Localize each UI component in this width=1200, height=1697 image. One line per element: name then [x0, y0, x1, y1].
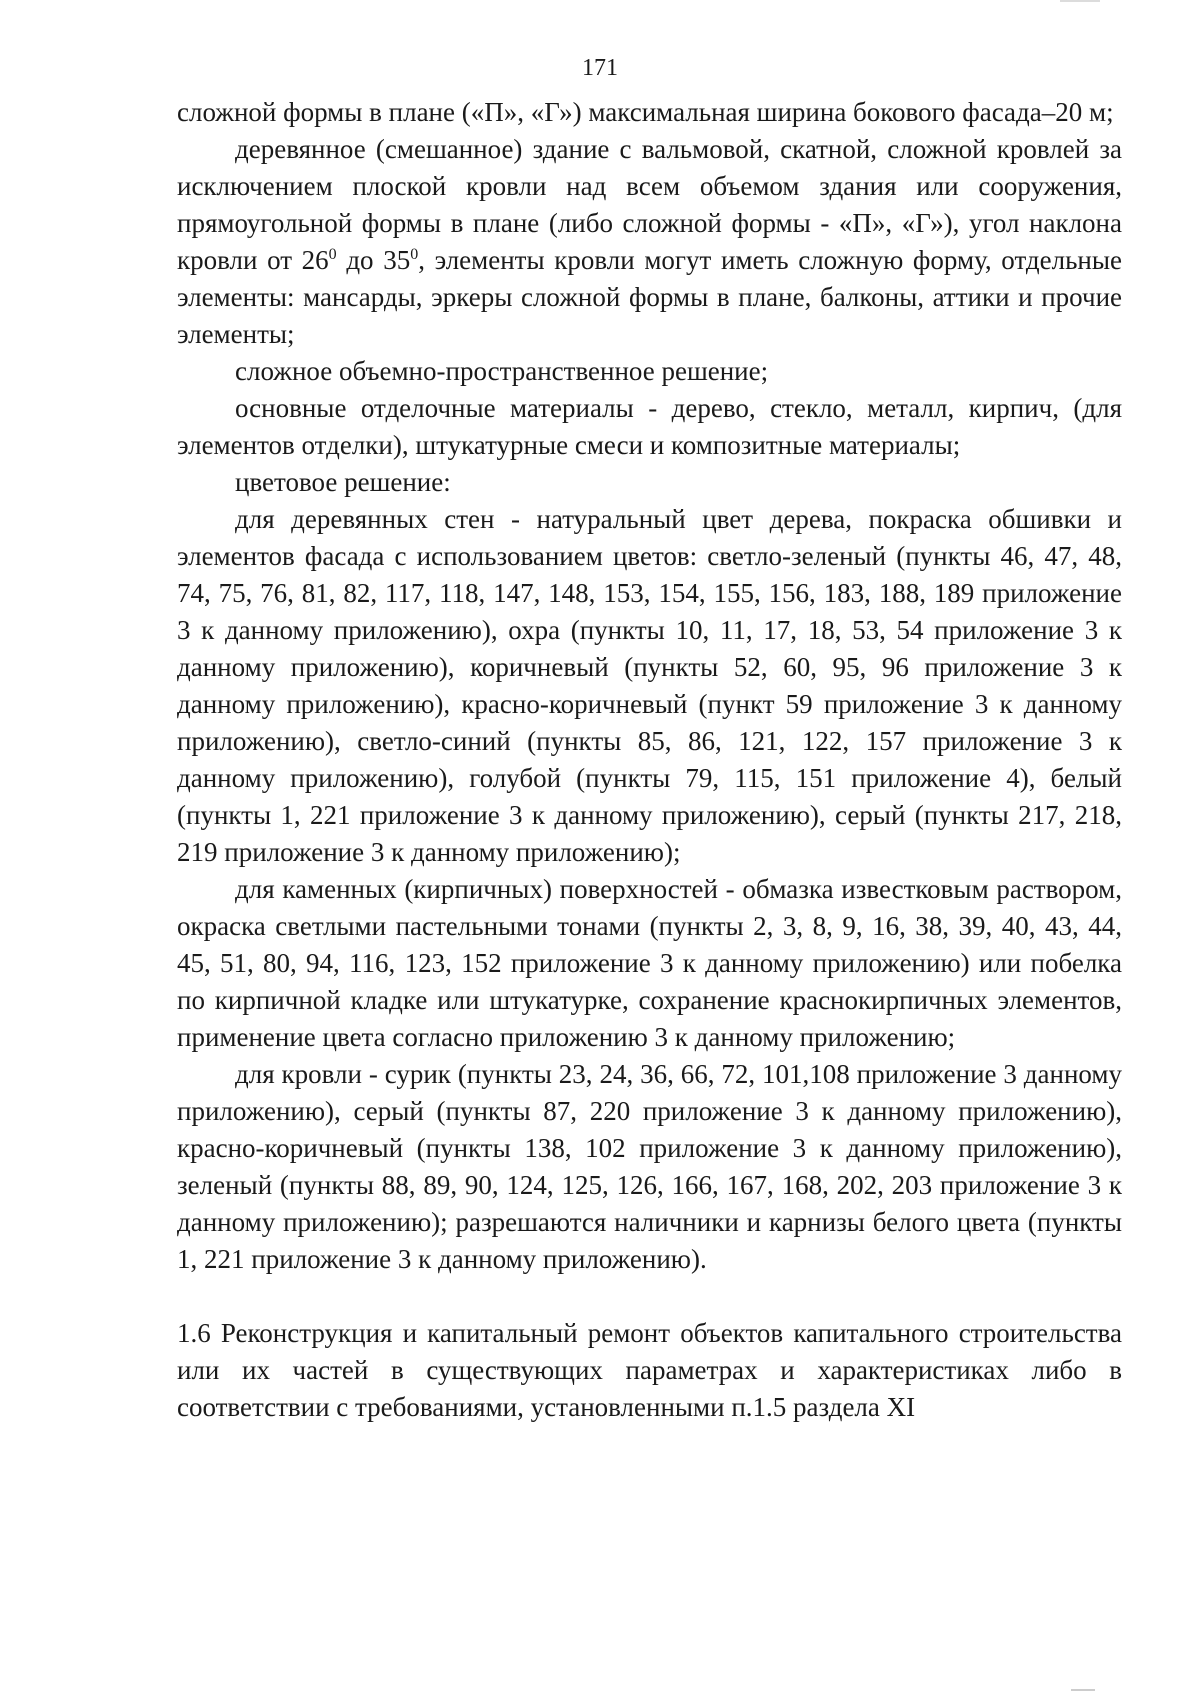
degree-mark-from: 0	[328, 246, 337, 263]
paragraph-plan-shape: сложной формы в плане («П», «Г») максимальная ширина бокового фасада–20 м;	[177, 97, 1114, 127]
paragraph-color-solution: цветовое решение:	[235, 467, 451, 497]
scan-artifact-bottom	[1071, 1689, 1095, 1691]
paragraph-finishing-materials: основные отделочные материалы - дерево, стекло, металл, кирпич, (для элементов отделки), штукатурные смеси и композитные материалы;	[177, 393, 1122, 460]
roof-angle-to: до 35	[336, 245, 411, 275]
scan-artifact-top	[1060, 0, 1100, 2]
degree-mark-to: 0	[410, 246, 419, 263]
roof-elements-text: , элементы кровли могут иметь сложную форму, отдельные элементы: мансарды, эркеры сложной формы в плане, балконы, аттики и прочие элементы;	[177, 245, 1122, 349]
wooden-building-text: деревянное (смешанное) здание с вальмовой, скатной, сложной кровлей за исключением плоской кровли над всем объемом здания или сооружения, прямоугольной формы в плане (либо сложной формы - «П», «Г»), угол наклона кровли от 26	[177, 134, 1122, 275]
section-1-6-heading: 1.6 Реконструкция и капитальный ремонт объектов капитального строительства или их частей в существующих параметрах и характеристиках либо в соответствии с требованиями, установленными п.1.5 раздела XI	[177, 1318, 1122, 1422]
paragraph-roof-colors: для кровли - сурик (пункты 23, 24, 36, 66, 72, 101,108 приложение 3 данному приложению), серый (пункты 87, 220 приложение 3 к данному приложению), красно-коричневый (пункты 138, 102 приложение 3 к данному приложению), зеленый (пункты 88, 89, 90, 124, 125, 126, 166, 167, 168, 202, 203 приложение 3 к данному приложению); разрешаются наличники и карнизы белого цвета (пункты 1, 221 приложение 3 к данному приложению).	[177, 1059, 1122, 1274]
paragraph-spatial-solution: сложное объемно-пространственное решение;	[235, 356, 769, 386]
paragraph-wooden-building	[177, 131, 1122, 353]
paragraph-wooden-walls: для деревянных стен - натуральный цвет дерева, покраска обшивки и элементов фасада с использованием цветов: светло-зеленый (пункты 46, 47, 48, 74, 75, 76, 81, 82, 117, 118, 147, 148, 153, 154, 155, 156, 183, 188, 189 приложение 3 к данному приложению), охра (пункты 10, 11, 17, 18, 53, 54 приложение 3 к данному приложению), коричневый (пункты 52, 60, 95, 96 приложение 3 к данному приложению), красно-коричневый (пункт 59 приложение 3 к данному приложению), светло-синий (пункты 85, 86, 121, 122, 157 приложение 3 к данному приложению), голубой (пункты 79, 115, 151 приложение 4), белый (пункты 1, 221 приложение 3 к данному приложению), серый (пункты 217, 218, 219 приложение 3 к данному приложению);	[177, 504, 1122, 867]
document-body	[177, 94, 1122, 1426]
page-number: 171	[582, 55, 618, 81]
paragraph-stone-surfaces: для каменных (кирпичных) поверхностей - обмазка известковым раствором, окраска светлыми пастельными тонами (пункты 2, 3, 8, 9, 16, 38, 39, 40, 43, 44, 45, 51, 80, 94, 116, 123, 152 приложение 3 к данному приложению) или побелка по кирпичной кладке или штукатурке, сохранение краснокирпичных элементов, применение цвета согласно приложению 3 к данному приложению;	[177, 874, 1122, 1052]
